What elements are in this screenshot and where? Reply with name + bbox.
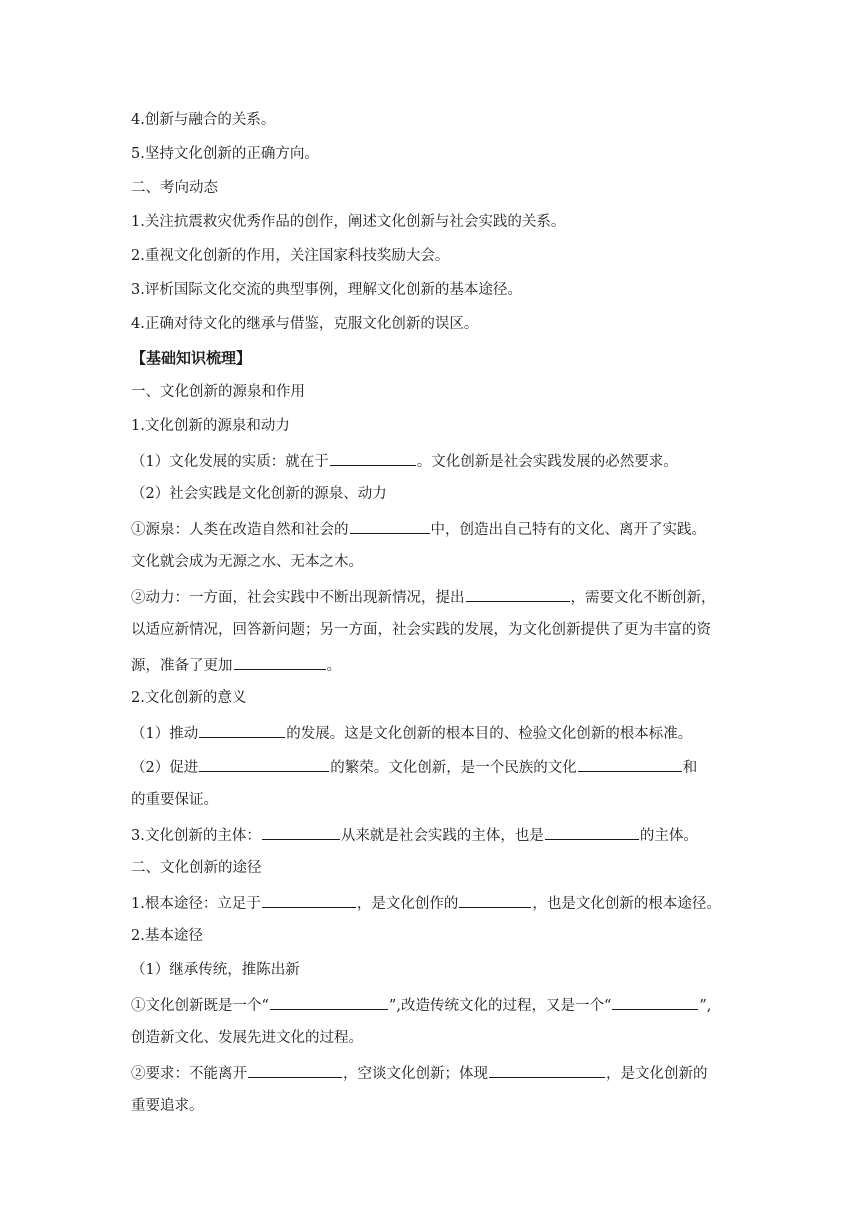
line-text: ②动力：一方面，社会实践中不断出现新情况，提出 xyxy=(131,590,465,606)
fill-blank[interactable] xyxy=(248,1062,342,1078)
line-text: 的重要保证。 xyxy=(131,792,218,808)
line-text: 中，创造出自己特有的文化、离开了实践。 xyxy=(430,522,706,538)
line-text: 二、文化创新的途径 xyxy=(131,860,262,876)
text-line xyxy=(131,790,731,810)
fill-blank[interactable] xyxy=(199,756,329,772)
text-line xyxy=(131,1096,731,1116)
line-text: ②要求：不能离开 xyxy=(131,1066,247,1082)
line-text: 5.坚持文化创新的正确方向。 xyxy=(131,146,319,162)
text-line xyxy=(131,484,731,504)
text-line xyxy=(131,110,731,130)
section-heading xyxy=(131,178,731,198)
line-text: 1.文化创新的源泉和动力 xyxy=(131,418,290,434)
line-text: 2.文化创新的意义 xyxy=(131,690,247,706)
line-text: 源，准备了更加 xyxy=(131,658,233,674)
line-text: ①文化创新既是一个“ xyxy=(131,998,269,1014)
line-text: 以适应新情况，回答新问题；另一方面，社会实践的发展，为文化创新提供了更为丰富的资 xyxy=(131,622,711,638)
line-text: 的发展。这是文化创新的根本目的、检验文化创新的根本标准。 xyxy=(286,726,693,742)
text-line xyxy=(131,314,731,334)
line-text: ”,改造传统文化的过程，又是一个“ xyxy=(388,998,612,1014)
line-text: （2）社会实践是文化创新的源泉、动力 xyxy=(131,486,387,502)
line-text: 2.基本途径 xyxy=(131,928,203,944)
text-line xyxy=(131,1028,731,1048)
line-text: 2.重视文化创新的作用，关注国家科技奖励大会。 xyxy=(131,248,450,264)
line-text: 1.根本途径：立足于 xyxy=(131,896,261,912)
fill-blank[interactable] xyxy=(270,994,388,1010)
fill-blank[interactable] xyxy=(545,824,639,840)
line-text: ，是文化创作的 xyxy=(356,896,459,912)
line-text: （1）文化发展的实质：就在于 xyxy=(131,454,329,470)
text-line xyxy=(131,688,731,708)
line-text: 。 xyxy=(326,658,341,674)
fill-blank[interactable] xyxy=(350,518,430,534)
line-text: 3.评析国际文化交流的典型事例，理解文化创新的基本途径。 xyxy=(131,282,522,298)
fill-blank[interactable] xyxy=(459,892,531,908)
fill-blank[interactable] xyxy=(489,1062,605,1078)
text-line xyxy=(131,926,731,946)
text-line xyxy=(131,144,731,164)
text-line xyxy=(131,416,731,436)
line-text: 和 xyxy=(682,760,698,776)
text-line xyxy=(131,212,731,232)
fill-in-line xyxy=(131,756,731,778)
line-text: ①源泉：人类在改造自然和社会的 xyxy=(131,522,349,538)
fill-in-line xyxy=(131,824,731,846)
line-text: 从来就是社会实践的主体，也是 xyxy=(340,828,544,844)
line-text: 。文化创新是社会实践发展的必然要求。 xyxy=(416,454,678,470)
line-text: 【基础知识梳理】 xyxy=(131,349,252,367)
fill-blank[interactable] xyxy=(578,756,682,772)
line-text: （1）推动 xyxy=(131,726,199,742)
text-line xyxy=(131,552,731,572)
fill-blank[interactable] xyxy=(262,824,340,840)
line-text: 1.关注抗震救灾优秀作品的创作，阐述文化创新与社会实践的关系。 xyxy=(131,214,566,230)
line-text: 4.正确对待文化的继承与借鉴，克服文化创新的误区。 xyxy=(131,316,479,332)
fill-in-line xyxy=(131,892,731,914)
line-text: ，也是文化创新的根本途径。 xyxy=(532,896,721,912)
line-text: ，是文化创新的 xyxy=(606,1066,708,1082)
text-line xyxy=(131,280,731,300)
line-text: 文化就会成为无源之水、无本之木。 xyxy=(131,554,363,570)
line-text: 的主体。 xyxy=(639,828,698,844)
line-text: ，空谈文化创新；体现 xyxy=(343,1066,488,1082)
section-heading xyxy=(131,858,731,878)
fill-in-line xyxy=(131,518,731,540)
fill-in-line xyxy=(131,994,731,1016)
line-text: 4.创新与融合的关系。 xyxy=(131,112,276,128)
fill-blank[interactable] xyxy=(199,722,285,738)
section-heading xyxy=(131,382,731,402)
fill-in-line xyxy=(131,654,731,676)
line-text: 二、考向动态 xyxy=(131,180,218,196)
fill-blank[interactable] xyxy=(612,994,698,1010)
fill-in-line xyxy=(131,586,731,608)
line-text: ”, xyxy=(699,998,712,1014)
line-text: 的繁荣。文化创新，是一个民族的文化 xyxy=(330,760,577,776)
fill-in-line xyxy=(131,722,731,744)
fill-blank[interactable] xyxy=(330,450,416,466)
fill-in-line xyxy=(131,450,731,472)
line-text: （1）继承传统，推陈出新 xyxy=(131,962,300,978)
fill-in-line xyxy=(131,1062,731,1084)
text-line xyxy=(131,246,731,266)
line-text: ，需要文化不断创新， xyxy=(570,590,716,606)
bold-heading xyxy=(131,348,731,368)
line-text: 一、文化创新的源泉和作用 xyxy=(131,384,305,400)
fill-blank[interactable] xyxy=(466,586,570,602)
line-text: 重要追求。 xyxy=(131,1098,204,1114)
fill-blank[interactable] xyxy=(234,654,326,670)
fill-blank[interactable] xyxy=(262,892,356,908)
line-text: 3.文化创新的主体： xyxy=(131,828,261,844)
line-text: （2）促进 xyxy=(131,760,199,776)
line-text: 创造新文化、发展先进文化的过程。 xyxy=(131,1030,363,1046)
text-line xyxy=(131,960,731,980)
text-line xyxy=(131,620,731,640)
